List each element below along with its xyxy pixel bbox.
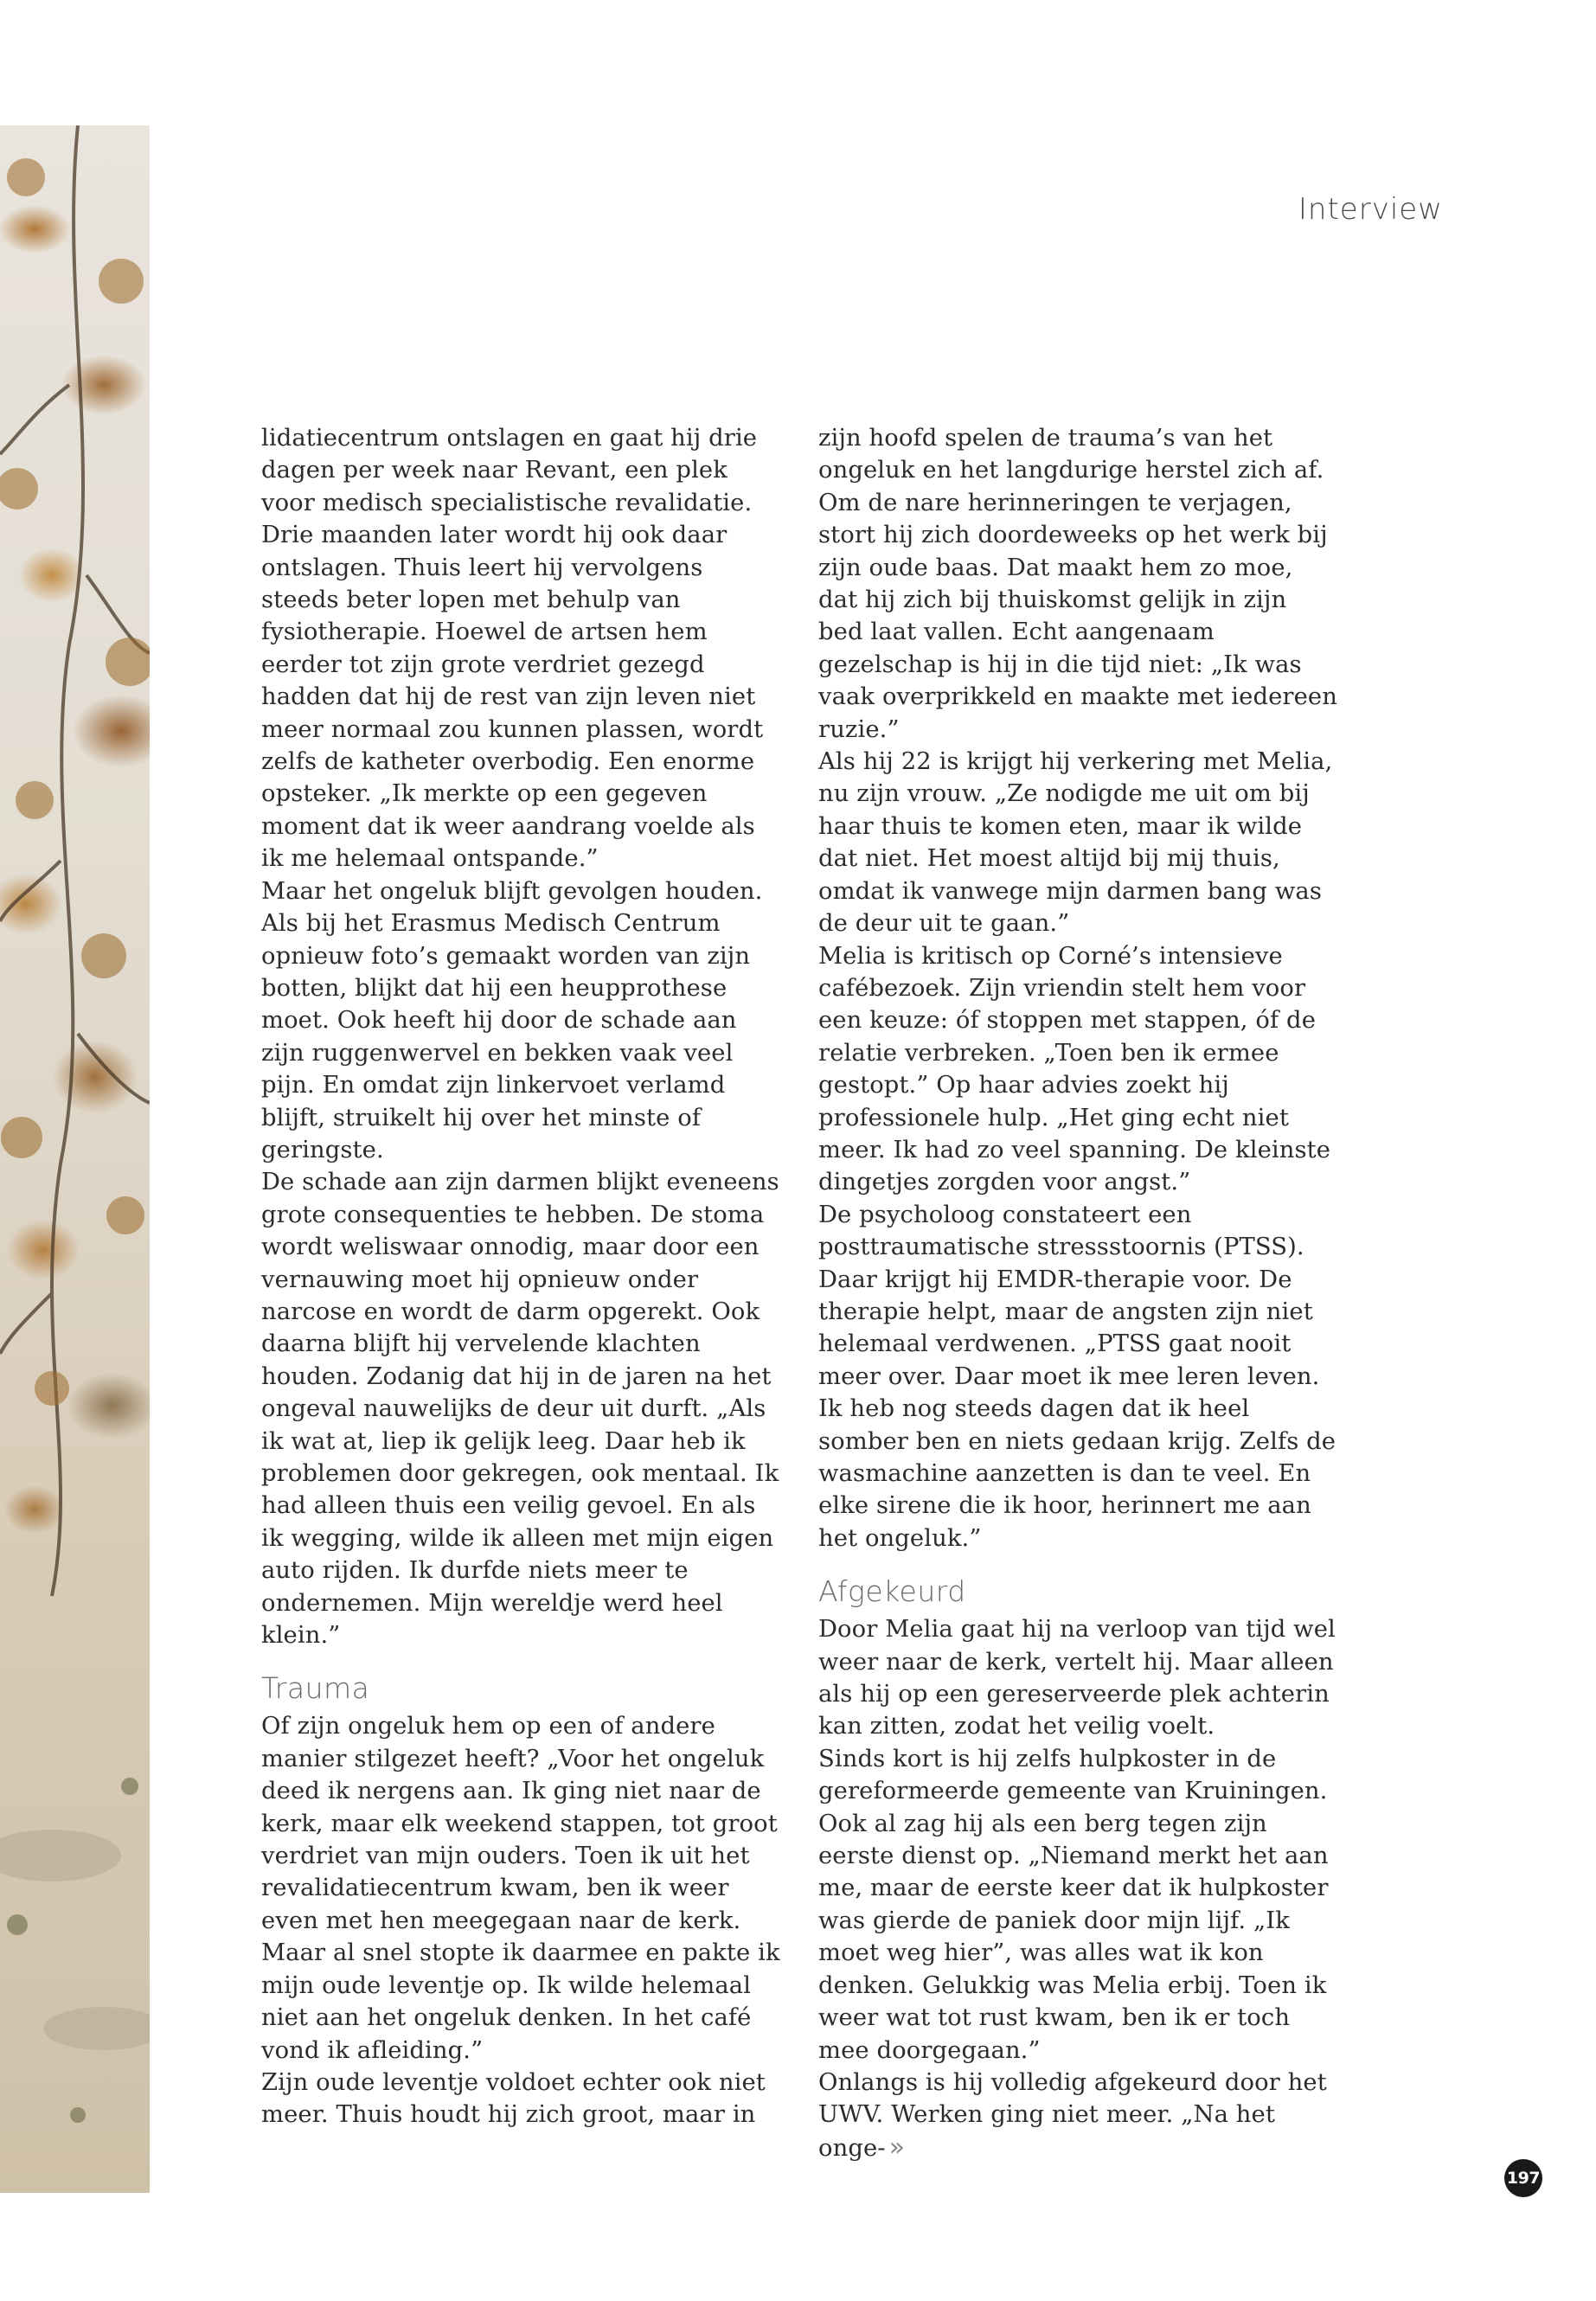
subheading-trauma: Trauma [261, 1671, 370, 1706]
paragraph-text: Onlangs is hij volledig afgekeurd door het UWV. Werken ging niet meer. „Na het onge- [818, 2068, 1327, 2162]
paragraph: Als hij 22 is krijgt hij verkering met Melia, nu zijn vrouw. „Ze nodigde me uit om bij haar thuis te komen eten, maar ik wilde dat niet. Het moest altijd bij mij thuis, omdat ik vanwege mijn darmen bang was de deur uit te gaan.” [818, 748, 1333, 938]
paragraph: lidatiecentrum ontslagen en gaat hij drie dagen per week naar Revant, een plek voor medisch specialistische revalidatie. Drie maanden later wordt hij ook daar ontslagen. Thuis leert hij vervolgens steeds beter lopen met behulp van fysiotherapie. Hoewel de artsen hem eerder tot zijn grote verdriet gezegd hadden dat hij de rest van zijn leven niet meer normaal zou kunnen plassen, wordt zelfs de katheter overbodig. Een enorme opsteker. „Ik merkte op een gegeven moment dat ik weer aandrang voelde als ik me helemaal ontspande.” [261, 425, 764, 873]
tree-branches-illustration [0, 125, 150, 2193]
continue-arrow-icon: » [888, 2131, 906, 2163]
paragraph: Maar het ongeluk blijft gevolgen houden. Als bij het Erasmus Medisch Centrum opnieuw foto’s gemaakt worden van zijn botten, blijkt dat hij een heupprothese moet. Ook heeft hij door de schade aan zijn ruggenwervel en bekken vaak veel pijn. En omdat zijn linkervoet verlamd blijft, struikelt hij over het minste of geringste. [261, 877, 763, 1163]
paragraph: Sinds kort is hij zelfs hulpkoster in de gereformeerde gemeente van Kruiningen. Ook al zag hij als een berg tegen zijn eerste dienst op. „Niemand merkt het aan me, maar de eerste keer dat ik hulpkoster was gierde de paniek door mijn lijf. „Ik moet weg hier”, was alles wat ik kon denken. Gelukkig was Melia erbij. Toen ik weer wat tot rust kwam, ben ik er toch mee doorgegaan.” [818, 1745, 1329, 2064]
paragraph: Zijn oude leventje voldoet echter ook niet meer. Thuis houdt hij zich groot, maar in [261, 2068, 766, 2129]
paragraph: Of zijn ongeluk hem op een of andere manier stilgezet heeft? „Voor het ongeluk deed ik nergens aan. Ik ging niet naar de kerk, maar elk weekend stappen, tot groot verdriet van mijn ouders. Toen ik uit het revalidatiecentrum kwam, ben ik weer even met hen meegegaan naar de kerk. Maar al snel stopte ik daarmee en pakte ik mijn oude leventje op. Ik wilde helemaal niet aan het ongeluk denken. In het café vond ik afleiding.” [261, 1713, 780, 2064]
paragraph-last [818, 2067, 1337, 2164]
section-label: Interview [1298, 192, 1443, 227]
paragraph: Door Melia gaat hij na verloop van tijd wel weer naar de kerk, vertelt hij. Maar alleen als hij op een gereserveerde plek achterin kan zitten, zodat het veilig voelt. [818, 1616, 1336, 1740]
paragraph: zijn hoofd spelen de trauma’s van het ongeluk en het langdurige herstel zich af. Om de nare herinneringen te verjagen, stort hij zich doordeweeks op het werk bij zijn oude baas. Dat maakt hem zo moe, dat hij zich bij thuiskomst gelijk in zijn bed laat vallen. Echt aangenaam gezelschap is hij in die tijd niet: „Ik was vaak overprikkeld en maakte met iedereen ruzie.” [818, 425, 1337, 743]
paragraph: De schade aan zijn darmen blijkt eveneens grote consequenties te hebben. De stoma wordt weliswaar onnodig, maar door een vernauwing moet hij opnieuw onder narcose en wordt de darm opgerekt. Ook daarna blijft hij vervelende klachten houden. Zodanig dat hij in de jaren na het ongeval nauwelijks de deur uit durft. „Als ik wat at, liep ik gelijk leeg. Daar heb ik problemen door gekregen, ook mentaal. Ik had alleen thuis een veilig gevoel. En als ik wegging, wilde ik alleen met mijn eigen auto rijden. Ik durfde niets meer te ondernemen. Mijn wereldje werd heel klein.” [261, 1169, 779, 1650]
paragraph: Melia is kritisch op Corné’s intensieve cafébezoek. Zijn vriendin stelt hem voor een keuze: óf stoppen met stappen, óf de relatie verbreken. „Toen ben ik ermee gestopt.” Op haar advies zoekt hij professionele hulp. „Het ging echt niet meer. Ik had zo veel spanning. De kleinste dingetjes zorgden voor angst.” [818, 942, 1331, 1196]
article-column-left [261, 422, 780, 2131]
subheading-afgekeurd: Afgekeurd [818, 1574, 966, 1609]
paragraph: De psycholoog constateert een posttraumatische stressstoornis (PTSS). Daar krijgt hij EMDR-therapie voor. De therapie helpt, maar de angsten zijn niet helemaal verdwenen. „PTSS gaat nooit meer over. Daar moet ik mee leren leven. Ik heb nog steeds dagen dat ik heel somber ben en niets gedaan krijg. Zelfs de wasmachine aanzetten is dan te veel. En elke sirene die ik hoor, herinnert me aan het ongeluk.” [818, 1201, 1336, 1552]
autumn-tree-photo [0, 125, 150, 2193]
page-number-badge: 197 [1504, 2159, 1542, 2197]
article-column-right [818, 422, 1337, 2164]
